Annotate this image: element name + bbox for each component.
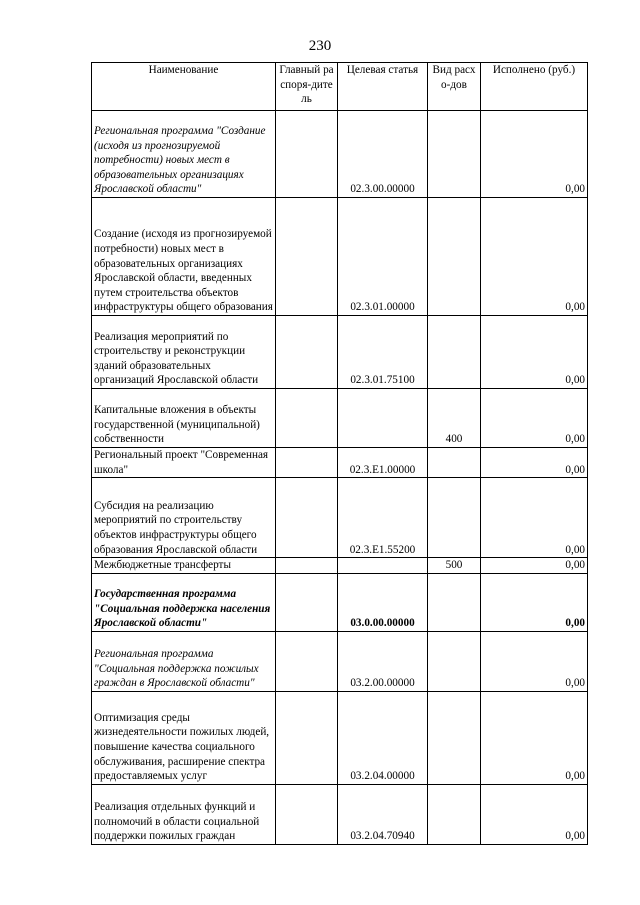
row-expense-type bbox=[428, 784, 481, 844]
row-executed-amount: 0,00 bbox=[481, 558, 588, 574]
row-target-item: 02.3.00.00000 bbox=[338, 111, 428, 198]
row-name: Оптимизация среды жизнедеятельности пожилых людей, повышение качества социального обслуживания, расширение спектра предоставляемых услуг bbox=[92, 691, 276, 784]
header-row bbox=[92, 63, 588, 111]
row-executed-amount: 0,00 bbox=[481, 784, 588, 844]
row-executed-amount: 0,00 bbox=[481, 691, 588, 784]
row-target-item: 02.3.01.75100 bbox=[338, 316, 428, 389]
row-manager bbox=[276, 573, 338, 631]
row-target-item: 02.3.E1.55200 bbox=[338, 478, 428, 558]
budget-table bbox=[91, 62, 588, 845]
row-target-item: 03.0.00.00000 bbox=[338, 573, 428, 631]
row-target-item: 02.3.E1.00000 bbox=[338, 448, 428, 478]
row-manager bbox=[276, 389, 338, 448]
header-target-item: Целевая статья bbox=[338, 63, 428, 111]
row-expense-type bbox=[428, 631, 481, 691]
row-name: Региональная программа "Создание (исходя из прогнозируемой потребности) новых мест в образовательных организациях Ярославской области" bbox=[92, 111, 276, 198]
row-executed-amount: 0,00 bbox=[481, 478, 588, 558]
table-row bbox=[92, 558, 588, 574]
row-expense-type: 400 bbox=[428, 389, 481, 448]
table-row bbox=[92, 691, 588, 784]
row-target-item: 03.2.00.00000 bbox=[338, 631, 428, 691]
row-name: Капитальные вложения в объекты государственной (муниципальной) собственности bbox=[92, 389, 276, 448]
header-manager: Главный распоря-дитель bbox=[276, 63, 338, 111]
table-row bbox=[92, 198, 588, 316]
row-target-item bbox=[338, 389, 428, 448]
row-target-item: 03.2.04.70940 bbox=[338, 784, 428, 844]
row-manager bbox=[276, 448, 338, 478]
row-manager bbox=[276, 111, 338, 198]
table-row bbox=[92, 478, 588, 558]
row-manager bbox=[276, 558, 338, 574]
row-manager bbox=[276, 316, 338, 389]
row-executed-amount: 0,00 bbox=[481, 198, 588, 316]
row-executed-amount: 0,00 bbox=[481, 448, 588, 478]
row-target-item: 03.2.04.00000 bbox=[338, 691, 428, 784]
row-expense-type bbox=[428, 573, 481, 631]
row-name: Региональный проект "Современная школа" bbox=[92, 448, 276, 478]
header-name: Наименование bbox=[92, 63, 276, 111]
row-manager bbox=[276, 631, 338, 691]
row-expense-type bbox=[428, 691, 481, 784]
row-target-item: 02.3.01.00000 bbox=[338, 198, 428, 316]
row-executed-amount: 0,00 bbox=[481, 573, 588, 631]
row-name: Межбюджетные трансферты bbox=[92, 558, 276, 574]
row-executed-amount: 0,00 bbox=[481, 111, 588, 198]
row-executed-amount: 0,00 bbox=[481, 389, 588, 448]
header-expense-type: Вид расхо-дов bbox=[428, 63, 481, 111]
row-expense-type bbox=[428, 316, 481, 389]
table-row bbox=[92, 573, 588, 631]
table-row bbox=[92, 389, 588, 448]
row-manager bbox=[276, 691, 338, 784]
row-manager bbox=[276, 478, 338, 558]
row-name: Государственная программа "Социальная поддержка населения Ярославской области" bbox=[92, 573, 276, 631]
row-manager bbox=[276, 198, 338, 316]
row-name: Реализация мероприятий по строительству и реконструкции зданий образовательных организаций Ярославской области bbox=[92, 316, 276, 389]
table-row bbox=[92, 448, 588, 478]
row-name: Субсидия на реализацию мероприятий по строительству объектов инфраструктуры общего образования Ярославской области bbox=[92, 478, 276, 558]
row-expense-type bbox=[428, 198, 481, 316]
row-manager bbox=[276, 784, 338, 844]
row-expense-type bbox=[428, 448, 481, 478]
row-expense-type bbox=[428, 478, 481, 558]
row-name: Реализация отдельных функций и полномочий в области социальной поддержки пожилых граждан bbox=[92, 784, 276, 844]
header-executed: Исполнено (руб.) bbox=[481, 63, 588, 111]
row-executed-amount: 0,00 bbox=[481, 631, 588, 691]
row-name: Создание (исходя из прогнозируемой потребности) новых мест в образовательных организациях Ярославской области, введенных путем строительства объектов инфраструктуры общего образования bbox=[92, 198, 276, 316]
row-expense-type: 500 bbox=[428, 558, 481, 574]
table-row bbox=[92, 111, 588, 198]
table-row bbox=[92, 784, 588, 844]
table-row bbox=[92, 316, 588, 389]
page-number: 230 bbox=[308, 38, 332, 54]
row-executed-amount: 0,00 bbox=[481, 316, 588, 389]
row-target-item bbox=[338, 558, 428, 574]
row-expense-type bbox=[428, 111, 481, 198]
row-name: Региональная программа "Социальная поддержка пожилых граждан в Ярославской области" bbox=[92, 631, 276, 691]
table-row bbox=[92, 631, 588, 691]
